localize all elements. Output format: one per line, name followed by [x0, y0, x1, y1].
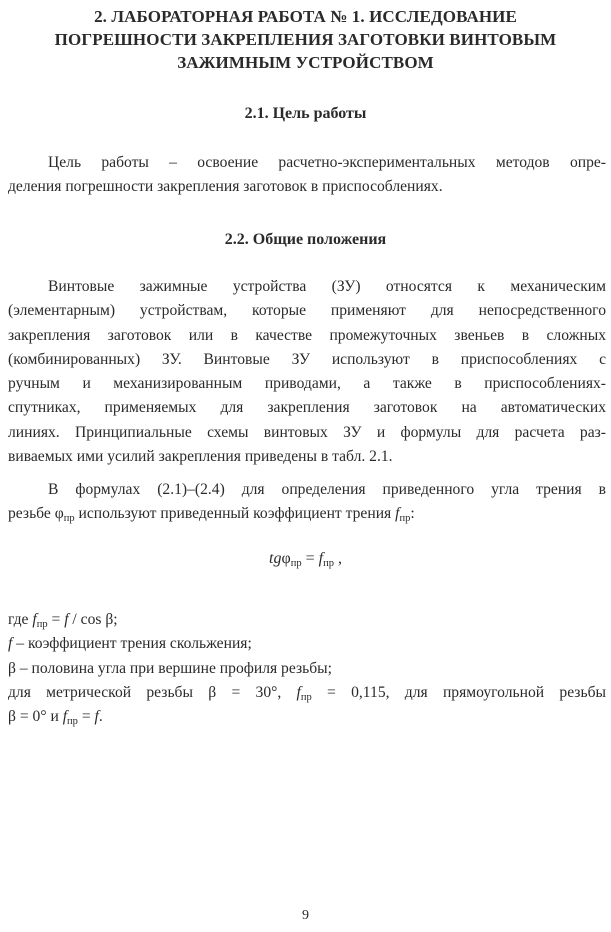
text-run: : — [410, 505, 415, 523]
general-paragraph — [8, 275, 606, 469]
text-line: закрепления заготовок или в качестве промежуточных звеньев в сложных — [8, 326, 606, 344]
text-run: = 0,115, для прямоугольной резьбы — [311, 683, 606, 701]
text-run: . — [98, 708, 103, 726]
text-line: Винтовые зажимные устройства (ЗУ) относятся к механическим — [48, 278, 606, 295]
formula-punct: , — [333, 550, 342, 567]
formula-intro-paragraph — [8, 478, 606, 527]
title-line: 2. ЛАБОРАТОРНАЯ РАБОТА № 1. ИССЛЕДОВАНИЕ — [94, 7, 517, 26]
text-line: линиях. Принципиальные схемы винтовых ЗУ и формулы для расчета раз- — [8, 423, 606, 441]
goal-paragraph — [8, 151, 606, 200]
formula-symbol: f — [8, 635, 13, 653]
definitions-block — [8, 608, 606, 729]
section-heading-goal: 2.1. Цель работы — [244, 105, 367, 122]
subscript: пр — [36, 619, 48, 630]
definition-line — [8, 681, 606, 705]
definition-line — [8, 608, 606, 632]
text-line: ручным и механизированным приводами, а также в приспособлениях- — [8, 375, 606, 393]
text-run: / cos β; — [68, 611, 118, 628]
formula-symbol: φ — [281, 550, 291, 567]
subscript: пр — [63, 513, 75, 525]
text-run: где — [8, 611, 33, 628]
chapter-title — [20, 5, 591, 74]
subscript: пр — [290, 558, 302, 569]
formula-symbol: f — [296, 683, 301, 701]
subscript: пр — [323, 558, 334, 569]
subscript: пр — [67, 716, 78, 728]
text-line: (комбинированных) ЗУ. Винтовые ЗУ используют в приспособлениях с — [8, 350, 606, 368]
text-run: резьбе φ — [8, 505, 64, 523]
formula-symbol: tg — [269, 550, 282, 567]
text-line: В формулах (2.1)–(2.4) для определения приведенного угла трения в — [48, 481, 606, 498]
text-run: = — [77, 708, 95, 726]
title-line: ПОГРЕШНОСТИ ЗАКРЕПЛЕНИЯ ЗАГОТОВКИ ВИНТОВЫМ — [54, 30, 557, 49]
definition-line — [8, 632, 606, 656]
subscript: пр — [300, 691, 312, 703]
text-run: β = 0° и — [8, 708, 63, 726]
text-run: для метрической резьбы β = 30°, — [8, 683, 297, 701]
formula-symbol: f — [318, 550, 324, 567]
definition-line: β – половина угла при вершине профиля резьбы; — [8, 659, 332, 677]
formula-symbol: f — [62, 708, 68, 726]
formula-operator: = — [301, 550, 319, 567]
formula-symbol: f — [32, 611, 37, 628]
title-line: ЗАЖИМНЫМ УСТРОЙСТВОМ — [177, 53, 434, 72]
friction-formula — [0, 550, 611, 569]
page-number: 9 — [302, 908, 309, 923]
text-line: (элементарным) устройствам, которые применяют для непосредственного — [8, 302, 606, 320]
formula-symbol: f — [94, 708, 99, 726]
text-line: Цель работы – освоение расчетно-экспериментальных методов опре- — [48, 154, 606, 171]
subscript: пр — [399, 513, 411, 525]
text-run: – коэффициент трения скольжения; — [12, 635, 252, 653]
text-line — [8, 502, 606, 526]
text-run: используют приведенный коэффициент трения — [74, 505, 396, 523]
text-line: спутниках, применяемых для закрепления заготовок на автоматических — [8, 399, 606, 417]
text-run: = — [47, 611, 65, 628]
formula-symbol: f — [395, 505, 400, 523]
definition-line — [8, 705, 606, 729]
formula-symbol: f — [64, 611, 69, 628]
text-line: деления погрешности закрепления заготовок в приспособлениях. — [8, 178, 443, 196]
text-line: виваемых ими усилий закрепления приведены в табл. 2.1. — [8, 448, 393, 466]
section-heading-general: 2.2. Общие положения — [224, 231, 387, 248]
